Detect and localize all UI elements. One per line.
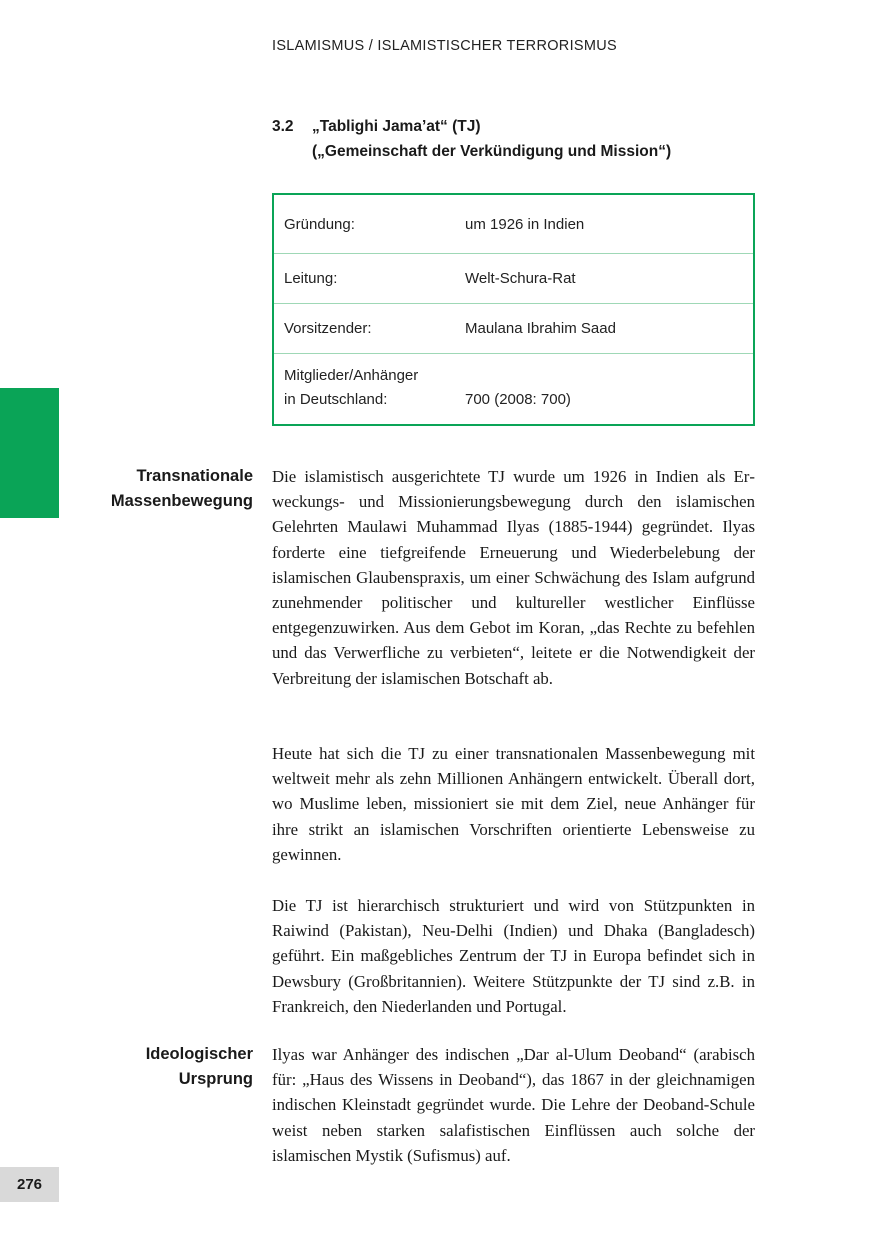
info-value: 700 (2008: 700) [465,391,571,408]
info-label: Leitung: [284,270,338,287]
paragraph-2: Heute hat sich die TJ zu einer transnationalen Massenbewegung mit weltweit mehr als zehn Millionen Anhängern entwickelt. Überall dort, wo Muslime leben, missioniert sie mit dem Ziel, neue Anhänger für ihre strikt an islamischen Vorschriften orientierte Lebensweise zu gewinnen. [272,744,755,864]
section-title-line1: „Tablighi Jama’at“ (TJ) [312,118,481,135]
paragraph-4: Ilyas war Anhänger des indischen „Dar al-Ulum Deoband“ (arabisch für: „Haus des Wissens in Deoband“), das 1867 in der gleichnamigen indischen Kleinstadt gegründet wurde. Die Lehre der Deoband-Schule weist neben starken salafistischen Einflüssen auch solche der islamischen Mystik (Sufismus) auf. [272,1045,755,1165]
info-row-members [274,353,753,424]
info-label: Gründung: [284,215,355,233]
info-row-leadership [274,253,753,303]
info-value: um 1926 in Indien [465,215,585,233]
info-label: Vorsitzender: [284,320,372,337]
paragraph-3: Die TJ ist hierarchisch strukturiert und wird von Stützpunkten in Raiwind (Pakistan), Neu-Delhi (Indien) und Dhaka (Bangladesch) geführt. Ein maßgebliches Zentrum der TJ in Europa befindet sich in Dewsbury (Großbritannien). Weitere Stützpunkte der TJ sind z.B. in Frankreich, den Niederlanden und Portugal. [272,896,755,1016]
page-number: 276 [0,1167,59,1202]
running-title: ISLAMISMUS / ISLAMISTISCHER TERRORISMUS [272,38,617,54]
info-row-chairman [274,303,753,353]
section-title-line2: („Gemeinschaft der Verkündigung und Mission“) [312,143,672,160]
info-row-founding [274,195,753,253]
section-number: 3.2 [272,118,294,135]
info-table [272,193,755,426]
info-value: Welt-Schura-Rat [465,270,576,287]
chapter-color-tab [0,388,59,518]
section-heading [272,114,671,164]
info-label: Mitglieder/Anhänger in Deutschland: [284,367,419,408]
side-label-ideological: Ideologischer Ursprung [145,1045,253,1088]
side-label-transnational: Transnationale Massenbewegung [110,467,253,510]
paragraph-1: Die islamistisch ausgerichtete TJ wurde um 1926 in Indien als Erweckungs- und Missionierungsbewegung durch den islamischen Gelehrten Maulawi Muhammad Ilyas (1885-1944) gegründet. Ilyas forderte eine tiefgreifende Erneuerung und Wiederbelebung der islamischen Glaubenspraxis, um einer Schwächung des Islam aufgrund zunehmender politischer und kultureller westlicher Einflüsse entgegenzuwirken. Aus dem Gebot im Koran, „das Rechte zu befehlen und das Verwerfliche zu verbieten“, leitete er die Notwendigkeit der Verbreitung der islamischen Botschaft ab. [272,467,755,688]
info-value: Maulana Ibrahim Saad [465,320,616,337]
